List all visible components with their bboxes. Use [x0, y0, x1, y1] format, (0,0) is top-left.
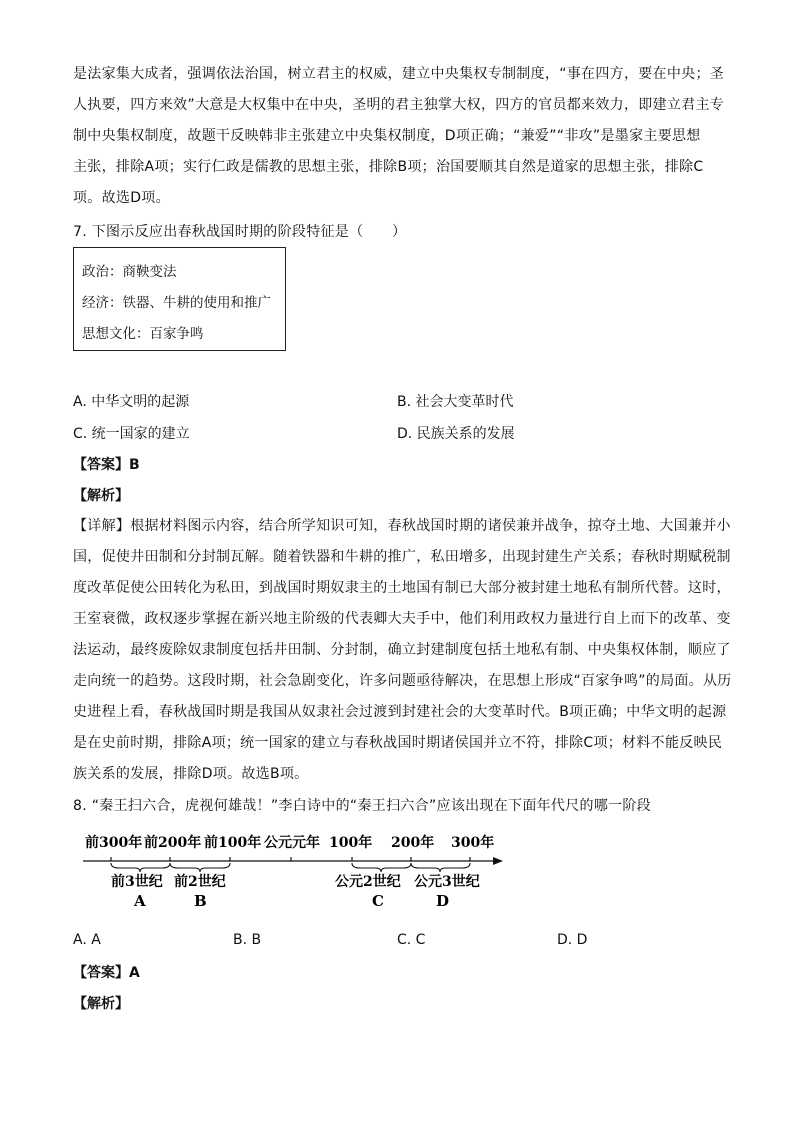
q8-timeline — [73, 826, 513, 912]
q7-box-economy: 经济：铁器、牛耕的使用和推广 — [82, 295, 271, 311]
q7-detail-line-3: 度改革促使公田转化为私田，到战国时期奴隶主的土地国有制已大部分被封建土地私有制所代替。这时， — [73, 580, 731, 596]
tick-label-ad200: 200年 — [391, 835, 435, 851]
q7-option-c: C. 统一国家的建立 — [73, 426, 190, 442]
tick-label-ad100: 100年 — [329, 835, 373, 851]
q7-option-b: B. 社会大变革时代 — [397, 394, 514, 410]
intro-line-4: 主张，排除A项；实行仁政是儒教的思想主张，排除B项；治国要顺其自然是道家的思想主张，排除C — [73, 159, 704, 175]
brace-a — [111, 863, 170, 872]
q8-option-d: D. D — [557, 932, 588, 948]
segment-letter-c: C — [372, 892, 384, 910]
q8-answer: 【答案】A — [73, 965, 140, 981]
segment-label-d: 公元3世纪 — [414, 874, 480, 890]
segment-label-a: 前3世纪 — [111, 874, 163, 890]
q7-detail-line-7: 史进程上看，春秋战国时期是我国从奴隶社会过渡到封建社会的大变革时代。B项正确；中华文明的起源 — [73, 704, 727, 720]
q7-analysis-label: 【解析】 — [73, 488, 129, 504]
q7-box-culture: 思想文化：百家争鸣 — [82, 326, 204, 342]
q7-box-politics: 政治：商鞅变法 — [82, 264, 177, 280]
q7-detail-line-5: 法运动，最终废除奴隶制度包括井田制、分封制，确立封建制度包括土地私有制、中央集权体制，顺应了 — [73, 642, 731, 658]
tick-label-ad1: 公元元年 — [264, 835, 320, 851]
q7-option-a: A. 中华文明的起源 — [73, 394, 190, 410]
q7-detail-line-2: 国，促使井田制和分封制瓦解。随着铁器和牛耕的推广，私田增多，出现封建生产关系；春秋时期赋税制 — [73, 549, 731, 565]
timeline-arrow-icon — [493, 857, 503, 865]
brace-b — [170, 863, 230, 872]
q7-detail-line-9: 族关系的发展，排除D项。故选B项。 — [73, 766, 309, 782]
tick-label-bc100: 前100年 — [204, 835, 262, 851]
brace-c — [352, 863, 411, 872]
q8-option-b: B. B — [233, 932, 262, 948]
tick-label-bc200: 前200年 — [144, 835, 202, 851]
segment-letter-d: D — [436, 892, 450, 910]
intro-line-3: 制中央集权制度，故题干反映韩非主张建立中央集权制度，D项正确；“兼爱”“非攻”是墨家主要思想 — [73, 128, 701, 144]
q8-option-a: A. A — [73, 932, 101, 948]
segment-letter-b: B — [194, 892, 207, 910]
q7-option-d: D. 民族关系的发展 — [397, 426, 515, 442]
q7-detail-line-4: 王室衰微，政权逐步掌握在新兴地主阶级的代表卿大夫手中，他们利用政权力量进行自上而下的改革、变 — [73, 611, 731, 627]
intro-line-5: 项。故选D项。 — [73, 190, 170, 206]
q7-detail-line-6: 走向统一的趋势。这段时期，社会急剧变化，许多问题亟待解决，在思想上形成“百家争鸣”的局面。从历 — [73, 673, 732, 689]
q8-stem: 8. “秦王扫六合，虎视何雄哉！”李白诗中的“秦王扫六合”应该出现在下面年代尺的哪一阶段 — [73, 798, 652, 814]
q7-detail-line-1: 【详解】根据材料图示内容，结合所学知识可知，春秋战国时期的诸侯兼并战争，掠夺土地、大国兼并小 — [73, 518, 731, 534]
q7-detail-line-8: 是在史前时期，排除A项；统一国家的建立与春秋战国时期诸侯国并立不符，排除C项；材料不能反映民 — [73, 735, 723, 751]
brace-d — [411, 863, 470, 872]
intro-line-1: 是法家集大成者，强调依法治国，树立君主的权威，建立中央集权专制制度，“事在四方，要在中央；圣 — [73, 66, 725, 82]
q7-answer: 【答案】B — [73, 457, 140, 473]
segment-label-b: 前2世纪 — [174, 874, 226, 890]
segment-letter-a: A — [134, 892, 146, 910]
segment-label-c: 公元2世纪 — [335, 874, 401, 890]
q7-info-box — [73, 247, 286, 351]
q7-stem: 7. 下图示反应出春秋战国时期的阶段特征是（ ） — [73, 224, 407, 240]
q8-option-c: C. C — [397, 932, 426, 948]
tick-label-ad300: 300年 — [451, 835, 495, 851]
q8-analysis-label: 【解析】 — [73, 996, 129, 1012]
tick-label-bc300: 前300年 — [85, 835, 143, 851]
intro-line-2: 人执要，四方来效”大意是大权集中在中央，圣明的君主独掌大权，四方的官员都来效力，即建立君主专 — [73, 97, 725, 113]
